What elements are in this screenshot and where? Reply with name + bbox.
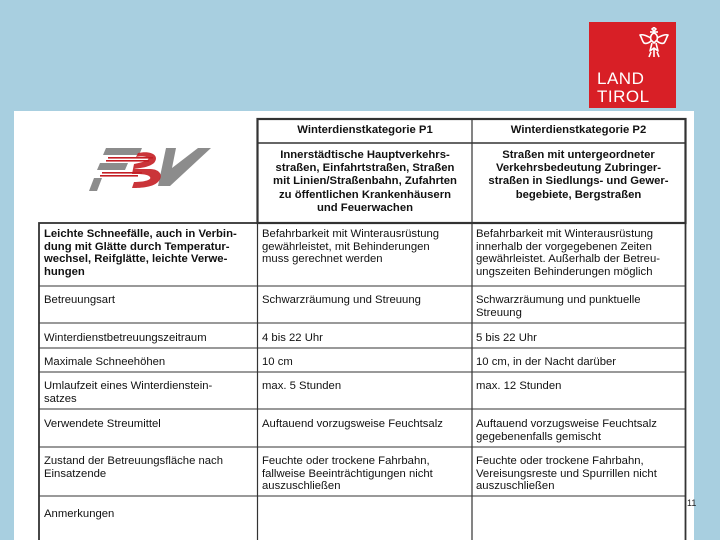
desc-line: zu öffentlichen Krankenhäusern <box>279 188 451 201</box>
row-p2-value <box>472 506 685 536</box>
cell-line: Auftauend vorzugsweise Feuchtsalz <box>262 418 443 430</box>
header-p2 <box>472 122 685 142</box>
header-p2-text: Winterdienstkategorie P2 <box>510 124 647 136</box>
cell-line: gewährleistet, mit Behinderungen <box>262 240 430 253</box>
cell-line: gewährleistet. Außerhalb der Betreu- <box>476 253 660 265</box>
row-label <box>40 226 258 286</box>
cell-line: Verwendete Streumittel <box>44 418 161 430</box>
row-p1-value <box>258 292 472 323</box>
cell-line: wechsel, Reifglätte, leichte Verwe- <box>44 253 228 265</box>
cell-line: Einsatzende <box>44 467 107 480</box>
cell-line: 10 cm, in der Nacht darüber <box>476 356 617 368</box>
cell-line: innerhalb der vorgegebenen Zeiten <box>476 240 652 253</box>
cell-line: Vereisungsreste und Spurrillen nicht <box>476 467 657 480</box>
row-label <box>40 378 258 409</box>
cell-line: Leichte Schneefälle, auch in Verbin- <box>44 228 237 240</box>
row-label <box>40 453 258 496</box>
row-p2-value <box>472 354 685 372</box>
row-label <box>40 330 258 348</box>
header-p1 <box>258 122 472 142</box>
row-p1-value <box>258 226 472 286</box>
desc-line: Verkehrsbedeutung Zubringer- <box>495 162 662 175</box>
row-p1-value <box>258 506 472 536</box>
description-p2 <box>472 147 685 223</box>
cell-line: Maximale Schneehöhen <box>44 356 166 368</box>
desc-line: begebiete, Bergstraßen <box>515 188 642 201</box>
tyrol-eagle-icon <box>639 27 669 59</box>
page-number: 11 <box>687 498 697 508</box>
cell-line: gegebenenfalls gemischt <box>476 430 601 443</box>
row-p2-value <box>472 292 685 323</box>
row-p1-value <box>258 453 472 496</box>
row-p1-value <box>258 330 472 348</box>
row-label <box>40 292 258 323</box>
cell-line: Streuung <box>476 306 522 319</box>
cell-line: Betreuungsart <box>44 294 115 306</box>
row-label <box>40 506 258 536</box>
row-p1-value <box>258 378 472 409</box>
desc-line: Straßen mit untergeordneter <box>502 149 655 161</box>
cell-line: 5 bis 22 Uhr <box>476 332 537 344</box>
desc-line: straßen in Siedlungs- und Gewer- <box>488 175 669 188</box>
row-p2-value <box>472 416 685 447</box>
cell-line: fallweise Beeinträchtigungen nicht <box>262 467 433 480</box>
cell-line: satzes <box>44 392 77 405</box>
cell-line: max. 12 Stunden <box>476 380 562 392</box>
cell-line: hungen <box>44 265 85 278</box>
cell-line: max. 5 Stunden <box>262 380 342 392</box>
logo-text-land: LAND <box>597 69 645 88</box>
cell-line: ungszeiten Behinderungen möglich <box>476 265 653 278</box>
row-p2-value <box>472 453 685 496</box>
slide <box>14 111 697 540</box>
cell-line: auszuschließen <box>262 480 341 492</box>
cell-line: 10 cm <box>262 356 293 368</box>
cell-line: Auftauend vorzugsweise Feuchtsalz <box>476 418 657 430</box>
row-label <box>40 354 258 372</box>
cell-line: Umlaufzeit eines Winterdienstein- <box>44 380 213 392</box>
desc-line: Innerstädtische Hauptverkehrs- <box>280 149 450 161</box>
cell-line: 4 bis 22 Uhr <box>262 332 323 344</box>
cell-line: Schwarzräumung und Streuung <box>262 294 421 306</box>
cell-line: muss gerechnet werden <box>262 253 383 265</box>
logo-text-tirol: TIROL <box>597 87 650 106</box>
row-p2-value <box>472 330 685 348</box>
cell-line: Befahrbarkeit mit Winterausrüstung <box>476 228 654 240</box>
row-p1-value <box>258 416 472 447</box>
header-p1-text: Winterdienstkategorie P1 <box>297 124 433 136</box>
cell-line: Zustand der Betreuungsfläche nach <box>44 455 223 467</box>
cell-line: Anmerkungen <box>44 508 115 520</box>
cell-line: Schwarzräumung und punktuelle <box>476 294 641 306</box>
row-p1-value <box>258 354 472 372</box>
cell-line: auszuschließen <box>476 480 555 492</box>
description-p1 <box>258 147 472 223</box>
desc-line: und Feuerwachen <box>316 201 414 214</box>
cell-line: Feuchte oder trockene Fahrbahn, <box>262 455 430 467</box>
cell-line: Befahrbarkeit mit Winterausrüstung <box>262 228 440 240</box>
cell-line: dung mit Glätte durch Temperatur- <box>44 240 230 253</box>
cell-line: Winterdienstbetreuungszeitraum <box>44 332 207 344</box>
cell-line: Feuchte oder trockene Fahrbahn, <box>476 455 644 467</box>
land-tirol-logo <box>589 22 676 108</box>
desc-line: straßen, Einfahrtstraßen, Straßen <box>275 162 455 175</box>
desc-line: mit Linien/Straßenbahn, Zufahrten <box>273 175 457 188</box>
row-p2-value <box>472 378 685 409</box>
row-label <box>40 416 258 447</box>
row-p2-value <box>472 226 685 286</box>
